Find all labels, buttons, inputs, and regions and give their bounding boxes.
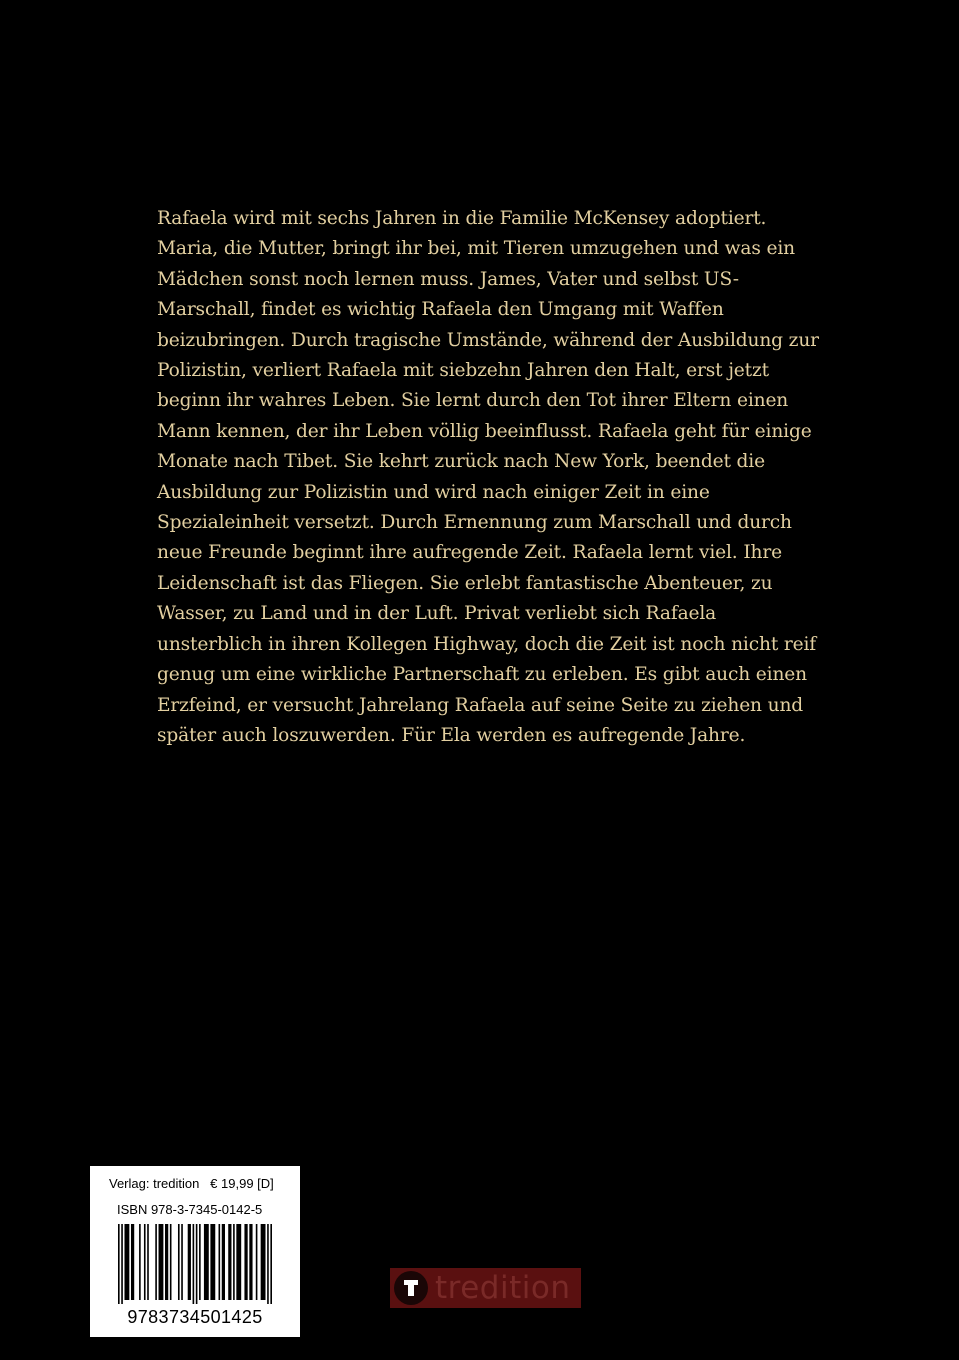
isbn-text: ISBN 978-3-7345-0142-5 — [117, 1202, 263, 1217]
blurb-line: Erzfeind, er versucht Jahrelang Rafaela auf seine Seite zu ziehen und — [157, 694, 804, 716]
publisher-price-text: Verlag: tredition € 19,99 [D] — [109, 1176, 274, 1191]
blurb-line: Polizistin, verliert Rafaela mit siebzehn Jahren den Halt, erst jetzt — [157, 360, 769, 382]
barcode-bar — [204, 1224, 209, 1300]
barcode-bar — [267, 1224, 269, 1304]
blurb-line: Marschall, findet es wichtig Rafaela den Umgang mit Waffen — [157, 299, 724, 321]
barcode-bar — [178, 1224, 180, 1300]
blurb-line: Mädchen sonst noch lernen muss. James, Vater und selbst US- — [157, 268, 739, 290]
isbn-barcode-label — [90, 1166, 300, 1337]
barcode-bar — [165, 1224, 168, 1300]
barcode-bar — [210, 1224, 215, 1300]
barcode-bar — [222, 1224, 225, 1300]
blurb-line: beginn ihr wahres Leben. Sie lernt durch den Tot ihrer Eltern einen — [157, 390, 789, 412]
tredition-t-icon — [394, 1271, 428, 1305]
barcode-bar — [261, 1224, 266, 1300]
blurb-line: Spezialeinheit versetzt. Durch Ernennung zum Marschall und durch — [157, 512, 792, 534]
barcode-bar — [170, 1224, 172, 1300]
barcode-bar — [118, 1224, 120, 1304]
barcode-bar — [124, 1224, 129, 1300]
barcode-bar — [199, 1224, 201, 1300]
barcode-bar — [236, 1224, 241, 1300]
ean-digits: 9783734501425 — [127, 1307, 263, 1327]
barcode-bar — [159, 1224, 164, 1300]
barcode-bar — [144, 1224, 146, 1300]
barcode-bar — [233, 1224, 235, 1300]
blurb-line: genug um eine wirkliche Partnerschaft zu erleben. Es gibt auch einen — [157, 664, 807, 686]
blurb-line: Ausbildung zur Polizistin und wird nach einiger Zeit in eine — [157, 481, 710, 503]
barcode-bar — [139, 1224, 141, 1300]
barcode-bar — [249, 1224, 252, 1300]
publisher-logo — [390, 1268, 581, 1308]
ean-barcode — [118, 1224, 272, 1304]
barcode-bar — [131, 1224, 134, 1300]
barcode-bar — [121, 1224, 123, 1304]
blurb-line: Maria, die Mutter, bringt ihr bei, mit Tieren umzugehen und was ein — [157, 238, 795, 260]
barcode-bar — [188, 1224, 191, 1300]
barcode-bar — [256, 1224, 258, 1300]
barcode-bar — [244, 1224, 247, 1300]
blurb-line: Leidenschaft ist das Fliegen. Sie erlebt fantastische Abenteuer, zu — [157, 572, 773, 594]
barcode-bar — [228, 1224, 231, 1300]
blurb-line: Monate nach Tibet. Sie kehrt zurück nach New York, beendet die — [157, 451, 765, 473]
blurb-line: beizubringen. Durch tragische Umstände, während der Ausbildung zur — [157, 329, 819, 351]
tredition-wordmark: tredition — [435, 1270, 571, 1306]
back-cover-blurb — [157, 204, 817, 751]
barcode-bar — [181, 1224, 183, 1300]
barcode-bar — [219, 1224, 221, 1300]
blurb-line: Wasser, zu Land und in der Luft. Privat verliebt sich Rafaela — [157, 603, 717, 625]
blurb-line: später auch loszuwerden. Für Ela werden es aufregende Jahre. — [157, 724, 746, 746]
barcode-bar — [155, 1224, 157, 1300]
blurb-line: unsterblich in ihren Kollegen Highway, doch die Zeit ist noch nicht reif — [157, 633, 817, 655]
barcode-bar — [270, 1224, 272, 1304]
barcode-bar — [193, 1224, 195, 1304]
blurb-line: neue Freunde beginnt ihre aufregende Zeit. Rafaela lernt viel. Ihre — [157, 542, 782, 564]
blurb-line: Rafaela wird mit sechs Jahren in die Familie McKensey adoptiert. — [157, 208, 767, 229]
barcode-bar — [196, 1224, 198, 1304]
blurb-line: Mann kennen, der ihr Leben völlig beeinflusst. Rafaela geht für einige — [157, 420, 812, 442]
barcode-bar — [147, 1224, 149, 1300]
